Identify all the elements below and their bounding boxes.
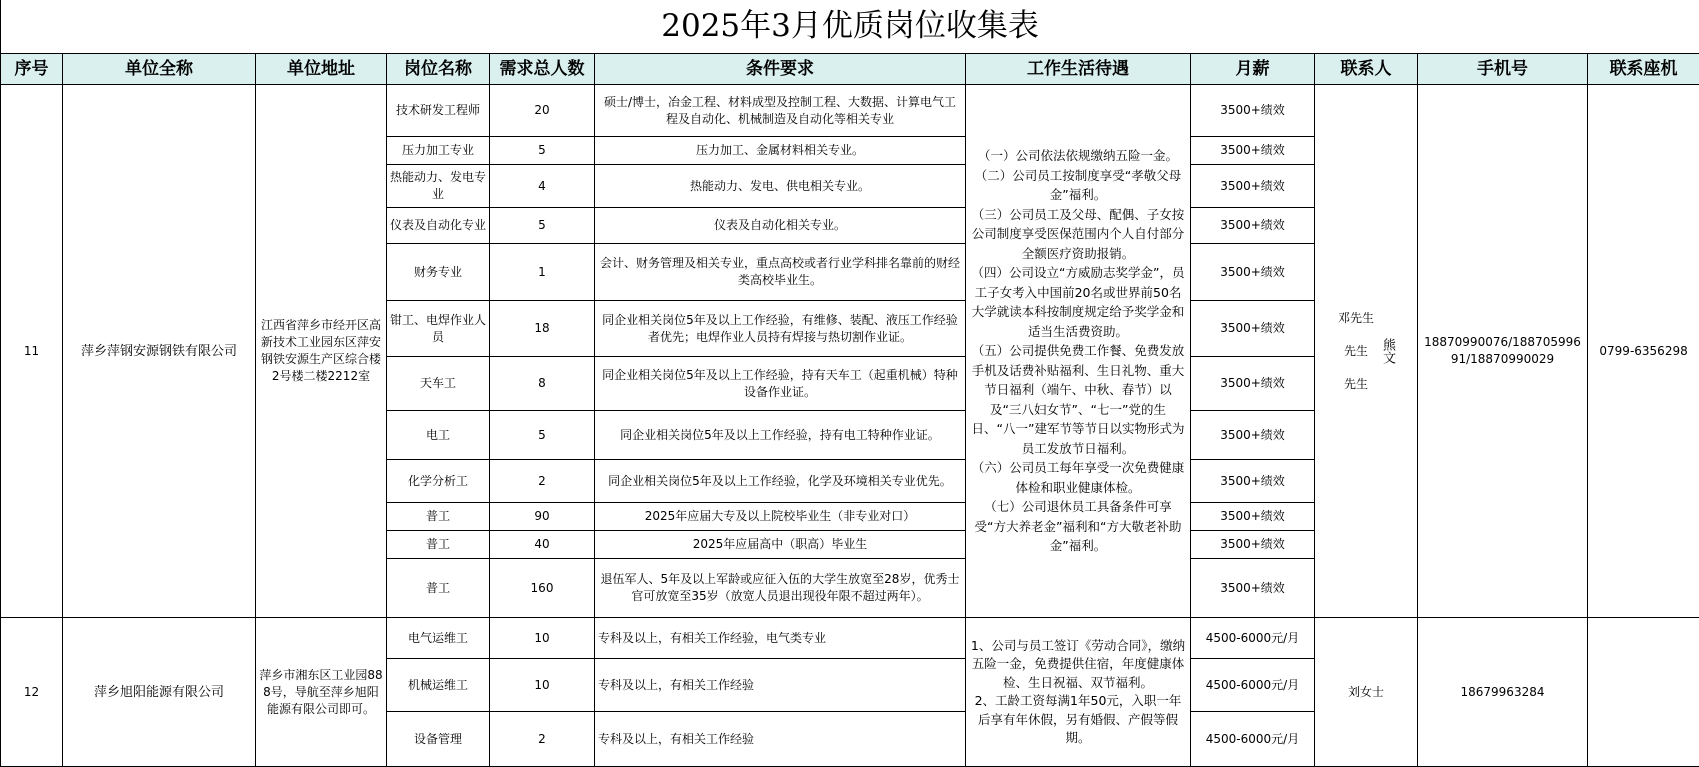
benefit-line: （四）公司设立“方威励志奖学金”，员工子女考入中国前20名或世界前50名大学就读本科按制度规定给予奖学金和适当生活费资助。 bbox=[970, 263, 1186, 341]
requirement-cell: 2025年应届大专及以上院校毕业生（非专业对口） bbox=[595, 503, 966, 531]
count-cell: 10 bbox=[490, 618, 595, 659]
requirement-cell: 专科及以上，有相关工作经验 bbox=[595, 712, 966, 767]
count-cell: 4 bbox=[490, 165, 595, 208]
position-cell: 钳工、电焊作业人员 bbox=[387, 301, 490, 357]
benefit-line: （一）公司依法依规缴纳五险一金。 bbox=[970, 146, 1186, 166]
header-salary: 月薪 bbox=[1191, 54, 1315, 85]
header-benefits: 工作生活待遇 bbox=[966, 54, 1191, 85]
salary-cell: 3500+绩效 bbox=[1191, 411, 1315, 460]
requirement-cell: 专科及以上，有相关工作经验，电气类专业 bbox=[595, 618, 966, 659]
seq-cell: 11 bbox=[1, 85, 63, 618]
table-row bbox=[1, 85, 1699, 137]
header-row bbox=[1, 54, 1699, 85]
position-cell: 电工 bbox=[387, 411, 490, 460]
position-cell: 财务专业 bbox=[387, 244, 490, 301]
requirement-cell: 热能动力、发电、供电相关专业。 bbox=[595, 165, 966, 208]
count-cell: 10 bbox=[490, 659, 595, 712]
benefit-line: （六）公司员工每年享受一次免费健康体检和职业健康体检。 bbox=[970, 458, 1186, 497]
benefit-line: （五）公司提供免费工作餐、免费发放手机及话费补贴福利、生日礼物、重大节日福利（端午、中秋、春节）以及“三八妇女节”、“七一”党的生日、“八一”建军节等节日以实物形式为员工发放节日福利。 bbox=[970, 341, 1186, 458]
position-cell: 设备管理 bbox=[387, 712, 490, 767]
count-cell: 18 bbox=[490, 301, 595, 357]
salary-cell: 3500+绩效 bbox=[1191, 301, 1315, 357]
contact-cell: 刘女士 bbox=[1315, 618, 1418, 767]
landline-cell: 0799-6356298 bbox=[1588, 85, 1699, 618]
salary-cell: 3500+绩效 bbox=[1191, 137, 1315, 165]
count-cell: 20 bbox=[490, 85, 595, 137]
position-cell: 电气运维工 bbox=[387, 618, 490, 659]
requirement-cell: 压力加工、金属材料相关专业。 bbox=[595, 137, 966, 165]
landline-cell bbox=[1588, 618, 1699, 767]
salary-cell: 3500+绩效 bbox=[1191, 559, 1315, 618]
requirement-cell: 2025年应届高中（职高）毕业生 bbox=[595, 531, 966, 559]
header-seq: 序号 bbox=[1, 54, 63, 85]
requirement-cell: 同企业相关岗位5年及以上工作经验，持有电工特种作业证。 bbox=[595, 411, 966, 460]
requirement-cell: 同企业相关岗位5年及以上工作经验，化学及环境相关专业优先。 bbox=[595, 460, 966, 503]
count-cell: 2 bbox=[490, 460, 595, 503]
salary-cell: 3500+绩效 bbox=[1191, 460, 1315, 503]
requirement-cell: 同企业相关岗位5年及以上工作经验，持有天车工（起重机械）特种设备作业证。 bbox=[595, 357, 966, 411]
table-row bbox=[1, 618, 1699, 659]
contact-side-name: 熊文 bbox=[1380, 338, 1394, 364]
position-cell: 普工 bbox=[387, 531, 490, 559]
position-cell: 热能动力、发电专业 bbox=[387, 165, 490, 208]
requirement-cell: 退伍军人、5年及以上军龄或应征入伍的大学生放宽至28岁，优秀士官可放宽至35岁（放宽人员退出现役年限不超过两年）。 bbox=[595, 559, 966, 618]
benefit-line: （二）公司员工按制度享受“孝敬父母金”福利。 bbox=[970, 166, 1186, 205]
header-company: 单位全称 bbox=[63, 54, 256, 85]
salary-cell: 3500+绩效 bbox=[1191, 165, 1315, 208]
count-cell: 1 bbox=[490, 244, 595, 301]
requirement-cell: 会计、财务管理及相关专业，重点高校或者行业学科排名靠前的财经类高校毕业生。 bbox=[595, 244, 966, 301]
count-cell: 5 bbox=[490, 411, 595, 460]
contact-cell bbox=[1315, 85, 1418, 618]
contact-name: 先生 bbox=[1338, 335, 1374, 368]
company-address: 江西省萍乡市经开区高新技术工业园东区萍安钢铁安源生产区综合楼2号楼二楼2212室 bbox=[256, 85, 387, 618]
position-cell: 化学分析工 bbox=[387, 460, 490, 503]
contact-name: 邓先生 bbox=[1338, 302, 1374, 335]
count-cell: 8 bbox=[490, 357, 595, 411]
benefit-line: 2、工龄工资每满1年50元，入职一年后享有年休假，另有婚假、产假等假期。 bbox=[970, 692, 1186, 748]
header-position: 岗位名称 bbox=[387, 54, 490, 85]
company-address: 萍乡市湘东区工业园888号，导航至萍乡旭阳能源有限公司即可。 bbox=[256, 618, 387, 767]
salary-cell: 3500+绩效 bbox=[1191, 357, 1315, 411]
count-cell: 5 bbox=[490, 208, 595, 244]
count-cell: 160 bbox=[490, 559, 595, 618]
table-title: 2025年3月优质岗位收集表 bbox=[1, 0, 1699, 54]
position-cell: 天车工 bbox=[387, 357, 490, 411]
header-count: 需求总人数 bbox=[490, 54, 595, 85]
salary-cell: 4500-6000元/月 bbox=[1191, 618, 1315, 659]
salary-cell: 3500+绩效 bbox=[1191, 208, 1315, 244]
count-cell: 40 bbox=[490, 531, 595, 559]
benefit-line: 1、公司与员工签订《劳动合同》，缴纳五险一金，免费提供住宿，年度健康体检、生日祝福、双节福利。 bbox=[970, 637, 1186, 693]
header-requirement: 条件要求 bbox=[595, 54, 966, 85]
company-name: 萍乡旭阳能源有限公司 bbox=[63, 618, 256, 767]
salary-cell: 3500+绩效 bbox=[1191, 244, 1315, 301]
requirement-cell: 同企业相关岗位5年及以上工作经验，有维修、装配、液压工作经验者优先；电焊作业人员持有焊接与热切割作业证。 bbox=[595, 301, 966, 357]
header-address: 单位地址 bbox=[256, 54, 387, 85]
count-cell: 90 bbox=[490, 503, 595, 531]
company-name: 萍乡萍钢安源钢铁有限公司 bbox=[63, 85, 256, 618]
header-landline: 联系座机 bbox=[1588, 54, 1699, 85]
count-cell: 2 bbox=[490, 712, 595, 767]
position-cell: 机械运维工 bbox=[387, 659, 490, 712]
header-contact: 联系人 bbox=[1315, 54, 1418, 85]
requirement-cell: 仪表及自动化相关专业。 bbox=[595, 208, 966, 244]
benefit-line: （三）公司员工及父母、配偶、子女按公司制度享受医保范围内个人自付部分全额医疗资助报销。 bbox=[970, 205, 1186, 264]
header-phone: 手机号 bbox=[1418, 54, 1588, 85]
requirement-cell: 硕士/博士，冶金工程、材料成型及控制工程、大数据、计算电气工程及自动化、机械制造及自动化等相关专业 bbox=[595, 85, 966, 137]
benefits-cell bbox=[966, 85, 1191, 618]
requirement-cell: 专科及以上，有相关工作经验 bbox=[595, 659, 966, 712]
position-cell: 压力加工专业 bbox=[387, 137, 490, 165]
phone-cell: 18870990076/18870599691/18870990029 bbox=[1418, 85, 1588, 618]
position-cell: 仪表及自动化专业 bbox=[387, 208, 490, 244]
salary-cell: 3500+绩效 bbox=[1191, 85, 1315, 137]
benefit-line: （七）公司退休员工具备条件可享受“方大养老金”福利和“方大敬老补助金”福利。 bbox=[970, 497, 1186, 556]
benefits-cell bbox=[966, 618, 1191, 767]
position-cell: 技术研发工程师 bbox=[387, 85, 490, 137]
salary-cell: 3500+绩效 bbox=[1191, 531, 1315, 559]
position-cell: 普工 bbox=[387, 559, 490, 618]
contact-name: 先生 bbox=[1338, 368, 1374, 401]
count-cell: 5 bbox=[490, 137, 595, 165]
salary-cell: 4500-6000元/月 bbox=[1191, 712, 1315, 767]
seq-cell: 12 bbox=[1, 618, 63, 767]
salary-cell: 4500-6000元/月 bbox=[1191, 659, 1315, 712]
salary-cell: 3500+绩效 bbox=[1191, 503, 1315, 531]
position-cell: 普工 bbox=[387, 503, 490, 531]
phone-cell: 18679963284 bbox=[1418, 618, 1588, 767]
